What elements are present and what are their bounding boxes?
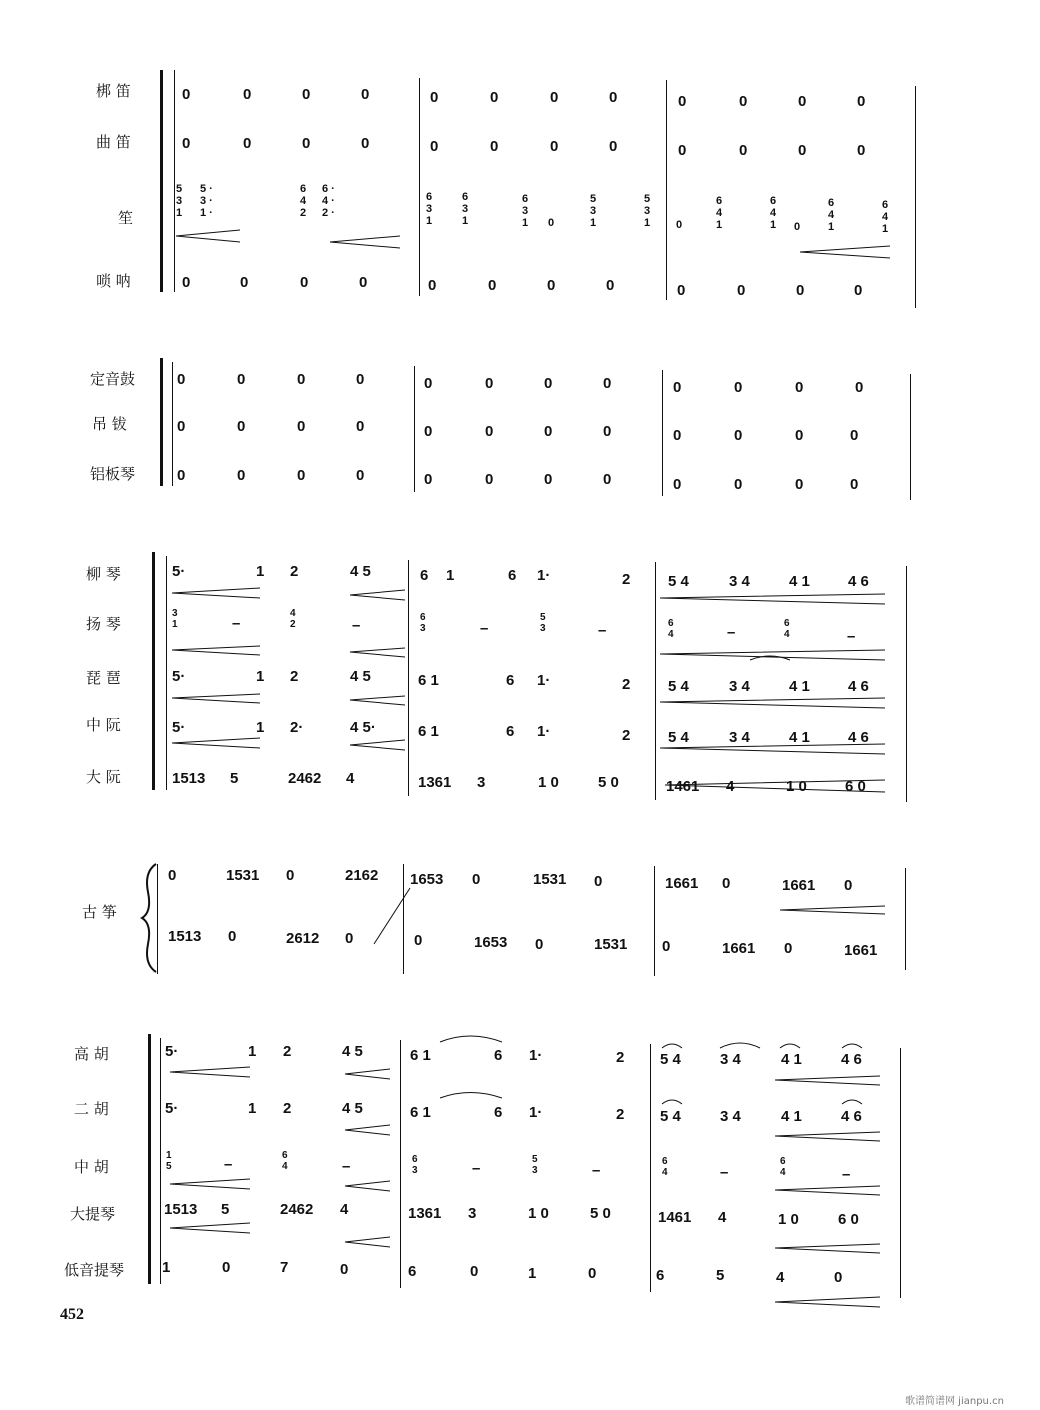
- note: 2: [622, 727, 631, 744]
- rest: 0: [243, 86, 252, 103]
- instrument-label-cymbal: 吊 钹: [92, 415, 127, 433]
- rest: 0: [544, 375, 553, 392]
- instrument-label-daruan: 大 阮: [86, 768, 121, 786]
- rest: 0: [603, 471, 612, 488]
- note: 1513: [168, 928, 202, 945]
- rest: 0: [361, 135, 370, 152]
- rest: 0: [678, 142, 687, 159]
- rest: 0: [739, 93, 748, 110]
- note: 1: [528, 1265, 537, 1282]
- note: 0: [340, 1261, 349, 1278]
- rest: 0: [550, 89, 559, 106]
- rest: 0: [609, 138, 618, 155]
- svg-text:6: 6: [770, 195, 777, 207]
- note: 1461: [666, 778, 700, 795]
- svg-text:4: 4: [828, 209, 835, 221]
- rest: 0: [356, 371, 365, 388]
- note: 4: [718, 1209, 727, 1226]
- note: 1·: [537, 672, 551, 689]
- note: 6: [420, 567, 429, 584]
- note: 4 6: [841, 1108, 862, 1125]
- note: 1: [446, 567, 455, 584]
- chord: 6 3: [412, 1154, 418, 1176]
- svg-text:3: 3: [590, 205, 597, 217]
- instrument-label-pipa: 琵 琶: [86, 669, 121, 687]
- instrument-label-suona: 唢 呐: [96, 272, 131, 290]
- svg-text:3: 3: [644, 205, 651, 217]
- rest: 0: [300, 274, 309, 291]
- svg-text:4 ·: 4 ·: [322, 195, 335, 207]
- note: 0: [168, 867, 177, 884]
- note: 6: [656, 1267, 665, 1284]
- dash: –: [592, 1162, 601, 1179]
- note: 5: [230, 770, 239, 787]
- instrument-label-zhonghu: 中 胡: [74, 1158, 109, 1176]
- note: 4 5·: [350, 719, 376, 736]
- rest: 0: [606, 277, 615, 294]
- note: 1531: [594, 936, 628, 953]
- instrument-label-yangqin: 扬 琴: [86, 615, 121, 633]
- note: 1: [256, 563, 265, 580]
- note: 1·: [529, 1047, 543, 1064]
- page-number: 452: [60, 1306, 84, 1323]
- note: 4 6: [841, 1051, 862, 1068]
- chord: 3 1: [172, 608, 178, 630]
- instrument-label-sheng: 笙: [118, 209, 134, 227]
- svg-text:2: 2: [300, 207, 307, 219]
- rest: 0: [734, 379, 743, 396]
- note: 4 6: [848, 729, 869, 746]
- rest: 0: [302, 135, 311, 152]
- rest: 0: [361, 86, 370, 103]
- instrument-label-bass: 低音提琴: [64, 1261, 125, 1279]
- note: 1513: [164, 1201, 198, 1218]
- rest: 0: [677, 282, 686, 299]
- note: 0: [414, 932, 423, 949]
- note: 6: [494, 1047, 503, 1064]
- note: 5·: [165, 1100, 179, 1117]
- note: 3: [468, 1205, 477, 1222]
- note: 6: [408, 1263, 417, 1280]
- note: 4: [346, 770, 355, 787]
- note: 6: [506, 723, 515, 740]
- svg-text:3: 3: [176, 195, 183, 207]
- rest: 0: [485, 423, 494, 440]
- rest: 0: [795, 427, 804, 444]
- dash: –: [342, 1158, 351, 1175]
- svg-text:4: 4: [716, 207, 723, 219]
- rest: 0: [237, 418, 246, 435]
- svg-text:1: 1: [644, 217, 651, 229]
- note: 1653: [410, 871, 444, 888]
- note: 3 4: [729, 573, 750, 590]
- note: 6 0: [845, 778, 866, 795]
- rest: 0: [428, 277, 437, 294]
- rest: 0: [182, 135, 191, 152]
- note: 5: [221, 1201, 230, 1218]
- rest: 0: [737, 282, 746, 299]
- note: 1 0: [528, 1205, 549, 1222]
- rest: 0: [297, 418, 306, 435]
- note: 5·: [172, 668, 186, 685]
- rest: 0: [424, 375, 433, 392]
- rest: 0: [490, 89, 499, 106]
- dash: –: [598, 622, 607, 639]
- note: 3 4: [729, 729, 750, 746]
- rest: 0: [603, 423, 612, 440]
- rest: 0: [490, 138, 499, 155]
- note: 0: [588, 1265, 597, 1282]
- dash: –: [480, 620, 489, 637]
- rest: 0: [796, 282, 805, 299]
- note: 6 1: [410, 1104, 431, 1121]
- note: 1461: [658, 1209, 692, 1226]
- note: 4: [776, 1269, 785, 1286]
- svg-text:6: 6: [462, 191, 469, 203]
- rest: 0: [673, 379, 682, 396]
- dash: –: [842, 1166, 851, 1183]
- chord: 6 4: [282, 1150, 288, 1172]
- rest: 0: [182, 274, 191, 291]
- rest: 0: [857, 93, 866, 110]
- note: 2462: [280, 1201, 314, 1218]
- instrument-label-glockenspiel: 铝板琴: [90, 465, 136, 483]
- note: 1: [162, 1259, 171, 1276]
- instrument-label-qudi: 曲 笛: [96, 133, 131, 151]
- note: 0: [722, 875, 731, 892]
- note: 1: [256, 719, 265, 736]
- chord: 1 5: [166, 1150, 172, 1172]
- instrument-label-guzheng: 古 筝: [82, 903, 117, 921]
- svg-text:0: 0: [676, 219, 683, 231]
- note: 2: [616, 1049, 625, 1066]
- note: 2·: [290, 719, 304, 736]
- note: 6 1: [418, 723, 439, 740]
- svg-text:6: 6: [882, 199, 889, 211]
- svg-text:6: 6: [716, 195, 723, 207]
- rest: 0: [297, 467, 306, 484]
- rest: 0: [356, 467, 365, 484]
- note: 0: [834, 1269, 843, 1286]
- note: 5·: [165, 1043, 179, 1060]
- note: 1361: [408, 1205, 442, 1222]
- note: 1531: [533, 871, 567, 888]
- note: 5 0: [590, 1205, 611, 1222]
- rest: 0: [430, 138, 439, 155]
- svg-text:5: 5: [590, 193, 597, 205]
- note: 2: [616, 1106, 625, 1123]
- rest: 0: [359, 274, 368, 291]
- dash: –: [224, 1156, 233, 1173]
- rest: 0: [302, 86, 311, 103]
- note: 0: [784, 940, 793, 957]
- rest: 0: [734, 427, 743, 444]
- note: 4 5: [350, 668, 371, 685]
- rest: 0: [678, 93, 687, 110]
- svg-text:3: 3: [462, 203, 469, 215]
- svg-text:2 ·: 2 ·: [322, 207, 335, 219]
- note: 1 0: [786, 778, 807, 795]
- note: 4 1: [789, 678, 810, 695]
- note: 1661: [665, 875, 699, 892]
- rest: 0: [177, 467, 186, 484]
- note: 0: [222, 1259, 231, 1276]
- dash: –: [352, 617, 361, 634]
- rest: 0: [795, 379, 804, 396]
- note: 1531: [226, 867, 260, 884]
- rest: 0: [798, 142, 807, 159]
- note: 4 1: [781, 1108, 802, 1125]
- rest: 0: [795, 476, 804, 493]
- rest: 0: [240, 274, 249, 291]
- note: 6: [508, 567, 517, 584]
- note: 4 1: [789, 573, 810, 590]
- chord: 5 3: [532, 1154, 538, 1176]
- instrument-label-gaohu: 高 胡: [74, 1045, 109, 1063]
- note: 6 1: [410, 1047, 431, 1064]
- chord: 4 2: [290, 608, 296, 630]
- rest: 0: [544, 471, 553, 488]
- note: 6: [506, 672, 515, 689]
- dash: –: [720, 1164, 729, 1181]
- rest: 0: [237, 371, 246, 388]
- note: 4 6: [848, 573, 869, 590]
- note: 6 0: [838, 1211, 859, 1228]
- rest: 0: [550, 138, 559, 155]
- rest: 0: [424, 471, 433, 488]
- bowed-dynamics: [150, 1030, 900, 1310]
- rest: 0: [673, 476, 682, 493]
- note: 0: [662, 938, 671, 955]
- note: 5 0: [598, 774, 619, 791]
- note: 1 0: [778, 1211, 799, 1228]
- note: 5: [716, 1267, 725, 1284]
- note: 0: [535, 936, 544, 953]
- rest: 0: [734, 476, 743, 493]
- rest: 0: [488, 277, 497, 294]
- note: 2: [283, 1043, 292, 1060]
- svg-text:1: 1: [462, 215, 469, 227]
- note: 1 0: [538, 774, 559, 791]
- chord: 6 4: [662, 1156, 668, 1178]
- svg-text:5: 5: [176, 183, 183, 195]
- note: 6 1: [418, 672, 439, 689]
- instrument-label-bangdi: 梆 笛: [96, 82, 131, 100]
- svg-text:6 ·: 6 ·: [322, 183, 335, 195]
- chord: 6 3: [420, 612, 426, 634]
- rest: 0: [177, 371, 186, 388]
- note: 6: [494, 1104, 503, 1121]
- chord: 6 4: [668, 618, 674, 640]
- rest: 0: [547, 277, 556, 294]
- svg-text:1: 1: [426, 215, 433, 227]
- note: 1: [248, 1100, 257, 1117]
- plucked-dynamics: [160, 580, 900, 810]
- chord: 5 3: [540, 612, 546, 634]
- svg-text:3: 3: [426, 203, 433, 215]
- note: 1: [256, 668, 265, 685]
- watermark: 歌谱简谱网 jianpu.cn: [905, 1396, 1004, 1407]
- note: 1661: [782, 877, 816, 894]
- svg-text:4: 4: [770, 207, 777, 219]
- rest: 0: [177, 418, 186, 435]
- svg-text:3 ·: 3 ·: [200, 195, 213, 207]
- rest: 0: [603, 375, 612, 392]
- note: 7: [280, 1259, 289, 1276]
- rest: 0: [850, 427, 859, 444]
- svg-text:6: 6: [426, 191, 433, 203]
- note: 0: [286, 867, 295, 884]
- svg-text:0: 0: [794, 221, 801, 233]
- note: 2462: [288, 770, 322, 787]
- note: 3 4: [720, 1108, 741, 1125]
- note: 3 4: [729, 678, 750, 695]
- note: 0: [472, 871, 481, 888]
- note: 1513: [172, 770, 206, 787]
- rest: 0: [850, 476, 859, 493]
- note: 1·: [537, 567, 551, 584]
- svg-text:6: 6: [300, 183, 307, 195]
- note: 2: [622, 571, 631, 588]
- note: 1361: [418, 774, 452, 791]
- note: 0: [345, 930, 354, 947]
- note: 1: [248, 1043, 257, 1060]
- rest: 0: [243, 135, 252, 152]
- note: 1661: [722, 940, 756, 957]
- note: 4 5: [342, 1100, 363, 1117]
- rest: 0: [424, 423, 433, 440]
- note: 0: [470, 1263, 479, 1280]
- note: 2612: [286, 930, 320, 947]
- svg-text:3: 3: [522, 205, 529, 217]
- sheng-chords: [170, 180, 910, 260]
- instrument-label-timpani: 定音鼓: [90, 370, 136, 388]
- svg-text:1: 1: [716, 219, 723, 231]
- rest: 0: [182, 86, 191, 103]
- note: 5·: [172, 719, 186, 736]
- svg-text:1 ·: 1 ·: [200, 207, 213, 219]
- dash: –: [232, 615, 241, 632]
- svg-text:1: 1: [176, 207, 183, 219]
- rest: 0: [798, 93, 807, 110]
- svg-text:6: 6: [828, 197, 835, 209]
- note: 0: [844, 877, 853, 894]
- svg-text:1: 1: [770, 219, 777, 231]
- note: 4: [726, 778, 735, 795]
- chord: 6 4: [780, 1156, 786, 1178]
- note: 2: [290, 563, 299, 580]
- note: 1661: [844, 942, 878, 959]
- note: 4 6: [848, 678, 869, 695]
- svg-text:4: 4: [300, 195, 307, 207]
- rest: 0: [485, 471, 494, 488]
- note: 5 4: [668, 678, 689, 695]
- note: 4 5: [342, 1043, 363, 1060]
- rest: 0: [673, 427, 682, 444]
- rest: 0: [237, 467, 246, 484]
- instrument-label-liuqin: 柳 琴: [86, 565, 121, 583]
- note: 4: [340, 1201, 349, 1218]
- note: 0: [228, 928, 237, 945]
- instrument-label-cello: 大提琴: [70, 1205, 116, 1223]
- rest: 0: [855, 379, 864, 396]
- svg-text:4: 4: [882, 211, 889, 223]
- rest: 0: [854, 282, 863, 299]
- rest: 0: [485, 375, 494, 392]
- svg-text:5: 5: [644, 193, 651, 205]
- note: 1·: [529, 1104, 543, 1121]
- dash: –: [847, 628, 856, 645]
- rest: 0: [297, 371, 306, 388]
- note: 5 4: [668, 729, 689, 746]
- rest: 0: [857, 142, 866, 159]
- svg-text:0: 0: [548, 217, 555, 229]
- instrument-label-zhongruan: 中 阮: [86, 716, 121, 734]
- instrument-label-erhu: 二 胡: [74, 1100, 109, 1118]
- svg-text:6: 6: [522, 193, 529, 205]
- chord: 6 4: [784, 618, 790, 640]
- note: 0: [594, 873, 603, 890]
- note: 4 5: [350, 563, 371, 580]
- note: 2: [290, 668, 299, 685]
- note: 4 1: [781, 1051, 802, 1068]
- guzheng-markings: [160, 860, 900, 980]
- note: 2162: [345, 867, 379, 884]
- note: 5 4: [660, 1108, 681, 1125]
- rest: 0: [739, 142, 748, 159]
- rest: 0: [356, 418, 365, 435]
- rest: 0: [609, 89, 618, 106]
- note: 1·: [537, 723, 551, 740]
- note: 3 4: [720, 1051, 741, 1068]
- note: 3: [477, 774, 486, 791]
- dash: –: [472, 1160, 481, 1177]
- svg-text:5 ·: 5 ·: [200, 183, 213, 195]
- svg-text:1: 1: [828, 221, 835, 233]
- svg-text:1: 1: [522, 217, 529, 229]
- note: 5 4: [668, 573, 689, 590]
- note: 5·: [172, 563, 186, 580]
- svg-text:1: 1: [882, 223, 889, 235]
- note: 2: [622, 676, 631, 693]
- rest: 0: [544, 423, 553, 440]
- note: 1653: [474, 934, 508, 951]
- note: 4 1: [789, 729, 810, 746]
- dash: –: [727, 624, 736, 641]
- svg-text:1: 1: [590, 217, 597, 229]
- rest: 0: [430, 89, 439, 106]
- note: 5 4: [660, 1051, 681, 1068]
- note: 2: [283, 1100, 292, 1117]
